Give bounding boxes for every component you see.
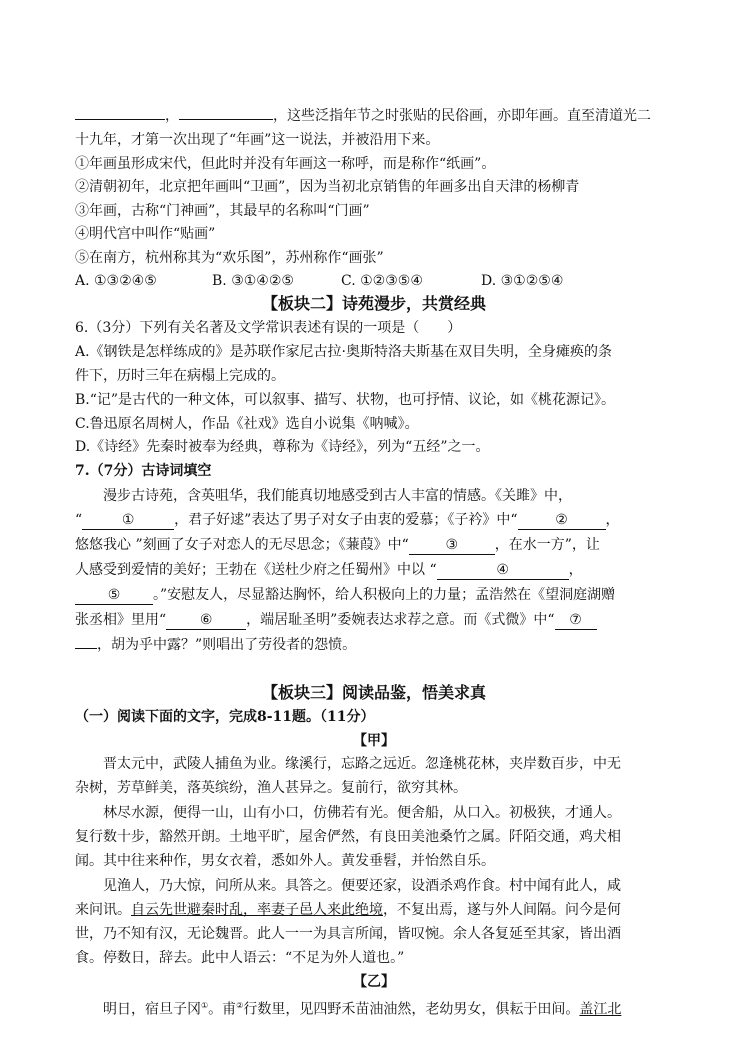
q7-stem: 7.（7分）古诗词填空 xyxy=(75,463,212,479)
passage-line: 闻。其中往来种作，男女衣着，悉如外人。黄发垂髫，并怡然自乐。 xyxy=(75,853,495,869)
passage-line: 晋太元中，武陵人捕鱼为业。缘溪行，忘路之远近。忽逢桃花林，夹岸数百步，中无 xyxy=(103,756,621,772)
q6-option-b: B.“记”是古代的一种文体，可以叙事、描写、状物，也可抒情、议论，如《桃花源记》。 xyxy=(75,392,616,408)
passage-line: 林尽水源，便得一山，山有小口，仿佛若有光。便舍船，从口入。初极狭，才通人。 xyxy=(103,805,621,821)
poem-blank-1[interactable]: ① xyxy=(82,512,174,530)
section-2-title: 【板块二】诗苑漫步，共赏经典 xyxy=(261,294,486,313)
option-a: A. ①③②④⑤ xyxy=(75,273,157,289)
quote-mark: “ xyxy=(75,512,83,528)
passage-yi-label: 【乙】 xyxy=(353,974,395,990)
poem-blank-6[interactable]: ⑥ xyxy=(166,612,246,630)
passage-jia-label: 【甲】 xyxy=(353,733,395,749)
q7-text: 张丞相》里用“ xyxy=(75,612,167,628)
q7-text: 悠悠我心 ”刻画了女子对恋人的无尽思念；《蒹葭》中“ xyxy=(75,537,409,553)
q5-sentence-4: ④明代宫中叫作“贴画” xyxy=(75,226,216,242)
passage-text: 行数里，见四野禾苗油油然，老幼男女，俱耘于田间。 xyxy=(243,1001,580,1018)
option-b: B. ③①④②⑤ xyxy=(212,273,294,289)
q7-para-line1: 漫步古诗苑，含英咀华，我们能真切地感受到古人丰富的情感。《关雎》中， xyxy=(103,488,572,504)
q5-line1 xyxy=(75,106,675,126)
q7-text: 。”安慰友人，尽显豁达胸怀，给人积极向上的力量；孟浩然在《望洞庭湖赠 xyxy=(153,587,616,603)
underlined-sentence: 自云先世避秦时乱，率妻子邑人来此绝境 xyxy=(131,902,383,918)
reading-intro: （一）阅读下面的文字，完成8-11题。（11分） xyxy=(75,709,375,725)
q7-text: ，端居耻圣明”委婉表达求荐之意。而《式微》中“ xyxy=(246,612,555,628)
poem-blank-2[interactable]: ② xyxy=(518,512,606,530)
passage-line: 复行数十步，豁然开朗。土地平旷，屋舍俨然，有良田美池桑竹之属。阡陌交通，鸡犬相 xyxy=(75,829,621,845)
q6-option-c: C.鲁迅原名周树人，作品《社戏》选自小说集《呐喊》。 xyxy=(75,416,419,432)
footnote-marker: ② xyxy=(236,1001,244,1010)
poem-blank-5[interactable]: ⑤ xyxy=(75,587,153,605)
poem-blank-4[interactable]: ④ xyxy=(437,562,569,580)
underlined-sentence: 盖江北 xyxy=(579,1001,622,1018)
q7-text: ，胡为乎中露？”则唱出了劳役者的怨愤。 xyxy=(97,637,357,653)
q7-text: ，在水一方”，让 xyxy=(494,537,600,553)
q7-para-line2 xyxy=(75,510,675,530)
q7-para-line4 xyxy=(75,560,675,580)
passage-line: 杂树，芳草鲜美，落英缤纷，渔人甚异之。复前行，欲穷其林。 xyxy=(75,780,467,796)
poem-blank-3[interactable]: ③ xyxy=(409,537,495,555)
passage-line: 见渔人，乃大惊，问所从来。具答之。便要还家，设酒杀鸡作食。村中闻有此人，咸 xyxy=(103,878,621,894)
q5-sentence-2: ②清朝初年，北京把年画叫“卫画”，因为当初北京销售的年画多出自天津的杨柳青 xyxy=(75,179,580,195)
q5-separator: ， xyxy=(165,108,179,124)
option-c: C. ①②③⑤④ xyxy=(341,273,423,289)
answer-blank xyxy=(75,119,165,120)
passage-line xyxy=(75,900,675,920)
q6-option-a-line2: 件下，历时三年在病榻上完成的。 xyxy=(75,368,285,384)
passage-line: 食。停数日，辞去。此中人语云：“不足为外人道也。” xyxy=(75,950,405,966)
q7-text: 人感受到爱情的美好；王勃在《送杜少府之任蜀州》中以 “ xyxy=(75,562,437,578)
q5-sentence-5: ⑤在南方，杭州称其为“欢乐图”，苏州称作“画张” xyxy=(75,250,384,266)
passage-line: 世，乃不知有汉，无论魏晋。此人一一为具言所闻，皆叹惋。余人各复延至其家，皆出酒 xyxy=(75,926,621,942)
q5-line2: 十九年，才第一次出现了“年画”这一说法，并被沿用下来。 xyxy=(75,132,440,148)
q5-options xyxy=(75,271,675,291)
q5-line1-text: ，这些泛指年节之时张贴的民俗画，亦即年画。直至清道光二 xyxy=(273,108,651,124)
passage-text: 明日，宿旦子冈 xyxy=(103,1001,201,1018)
q7-text: ，君子好逑”表达了男子对女子由衷的爱慕；《子衿》中“ xyxy=(174,512,518,528)
q7-para-line7 xyxy=(75,635,675,655)
q7-para-line3 xyxy=(75,535,675,555)
q6-option-a-line1: A.《钢铁是怎样练成的》是苏联作家尼古拉·奥斯特洛夫斯基在双目失明，全身瘫痪的条 xyxy=(75,344,613,360)
passage-text: 。甫 xyxy=(208,1001,237,1018)
q7-para-line5 xyxy=(75,585,675,605)
passage-yi-line1 xyxy=(103,996,703,1020)
poem-blank-7[interactable]: ⑦ xyxy=(555,612,597,630)
q7-text: ， xyxy=(605,512,620,528)
footnote-marker: ① xyxy=(201,1001,209,1010)
q7-text: ， xyxy=(568,562,583,578)
passage-text: ，不复出焉，遂与外人间隔。问今是何 xyxy=(383,902,621,918)
passage-text: 来问讯。 xyxy=(75,902,131,918)
q6-stem: 6.（3分）下列有关名著及文学常识表述有误的一项是（ ） xyxy=(75,320,462,336)
answer-blank xyxy=(179,119,273,120)
q7-para-line6 xyxy=(75,610,675,630)
q5-sentence-1: ①年画虽形成宋代，但此时并没有年画这一称呼，而是称作“纸画”。 xyxy=(75,156,496,172)
q6-option-d: D.《诗经》先秦时被奉为经典，尊称为《诗经》，列为“五经”之一。 xyxy=(75,439,490,455)
option-d: D. ③①②⑤④ xyxy=(481,273,564,289)
section-3-title: 【板块三】阅读品鉴，悟美求真 xyxy=(261,683,486,702)
poem-blank-7-cont xyxy=(75,648,97,649)
q5-sentence-3: ③年画，古称“门神画”，其最早的名称叫“门画” xyxy=(75,203,370,219)
